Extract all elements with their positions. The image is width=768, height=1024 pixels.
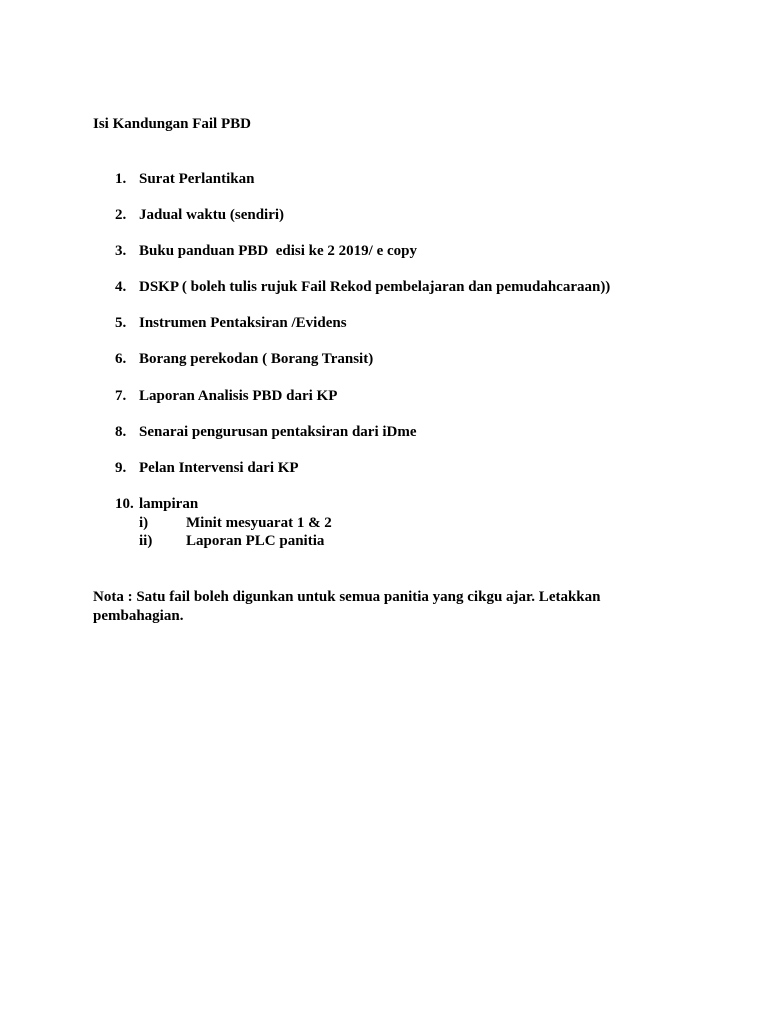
list-item-number: 7.	[115, 388, 127, 404]
list-item-text: Buku panduan PBD edisi ke 2 2019/ e copy	[139, 243, 417, 259]
list-item-number: 4.	[115, 279, 127, 295]
list-item-text: Pelan Intervensi dari KP	[139, 460, 299, 476]
sub-list-item-number: ii)	[139, 533, 153, 549]
list-item-text: Borang perekodan ( Borang Transit)	[139, 351, 374, 367]
list-item	[115, 171, 254, 188]
list-item	[115, 388, 337, 405]
list-item-number: 8.	[115, 424, 127, 440]
list-item-number: 2.	[115, 207, 127, 223]
sub-list-item-text: Laporan PLC panitia	[186, 533, 325, 549]
list-item-number: 6.	[115, 351, 127, 367]
list-item-text: Laporan Analisis PBD dari KP	[139, 388, 338, 404]
document-title: Isi Kandungan Fail PBD	[93, 116, 251, 132]
list-item	[115, 496, 198, 513]
note-paragraph: Nota : Satu fail boleh digunkan untuk semua panitia yang cikgu ajar. Letakkan pembahagian.	[93, 589, 601, 624]
list-item-text: Instrumen Pentaksiran /Evidens	[139, 315, 347, 331]
list-item-text: Senarai pengurusan pentaksiran dari iDme	[139, 424, 417, 440]
list-item	[115, 351, 373, 368]
list-item-number: 10.	[115, 496, 134, 512]
list-item	[115, 424, 417, 441]
list-item	[115, 243, 417, 260]
list-item-text: Jadual waktu (sendiri)	[139, 207, 285, 223]
sub-list-item	[139, 533, 324, 550]
list-item-number: 3.	[115, 243, 127, 259]
list-item-number: 9.	[115, 460, 127, 476]
list-item	[115, 460, 299, 477]
list-item-text: Surat Perlantikan	[139, 171, 255, 187]
list-item-number: 5.	[115, 315, 127, 331]
list-item-number: 1.	[115, 171, 127, 187]
sub-list-item-text: Minit mesyuarat 1 & 2	[186, 515, 332, 531]
sub-list-item	[139, 515, 332, 532]
sub-list-item-number: i)	[139, 515, 149, 531]
list-item-text: lampiran	[139, 496, 199, 512]
list-item	[115, 207, 284, 224]
list-item-text: DSKP ( boleh tulis rujuk Fail Rekod pembelajaran dan pemudahcaraan))	[139, 279, 611, 295]
list-item	[115, 315, 347, 332]
list-item	[115, 279, 610, 296]
